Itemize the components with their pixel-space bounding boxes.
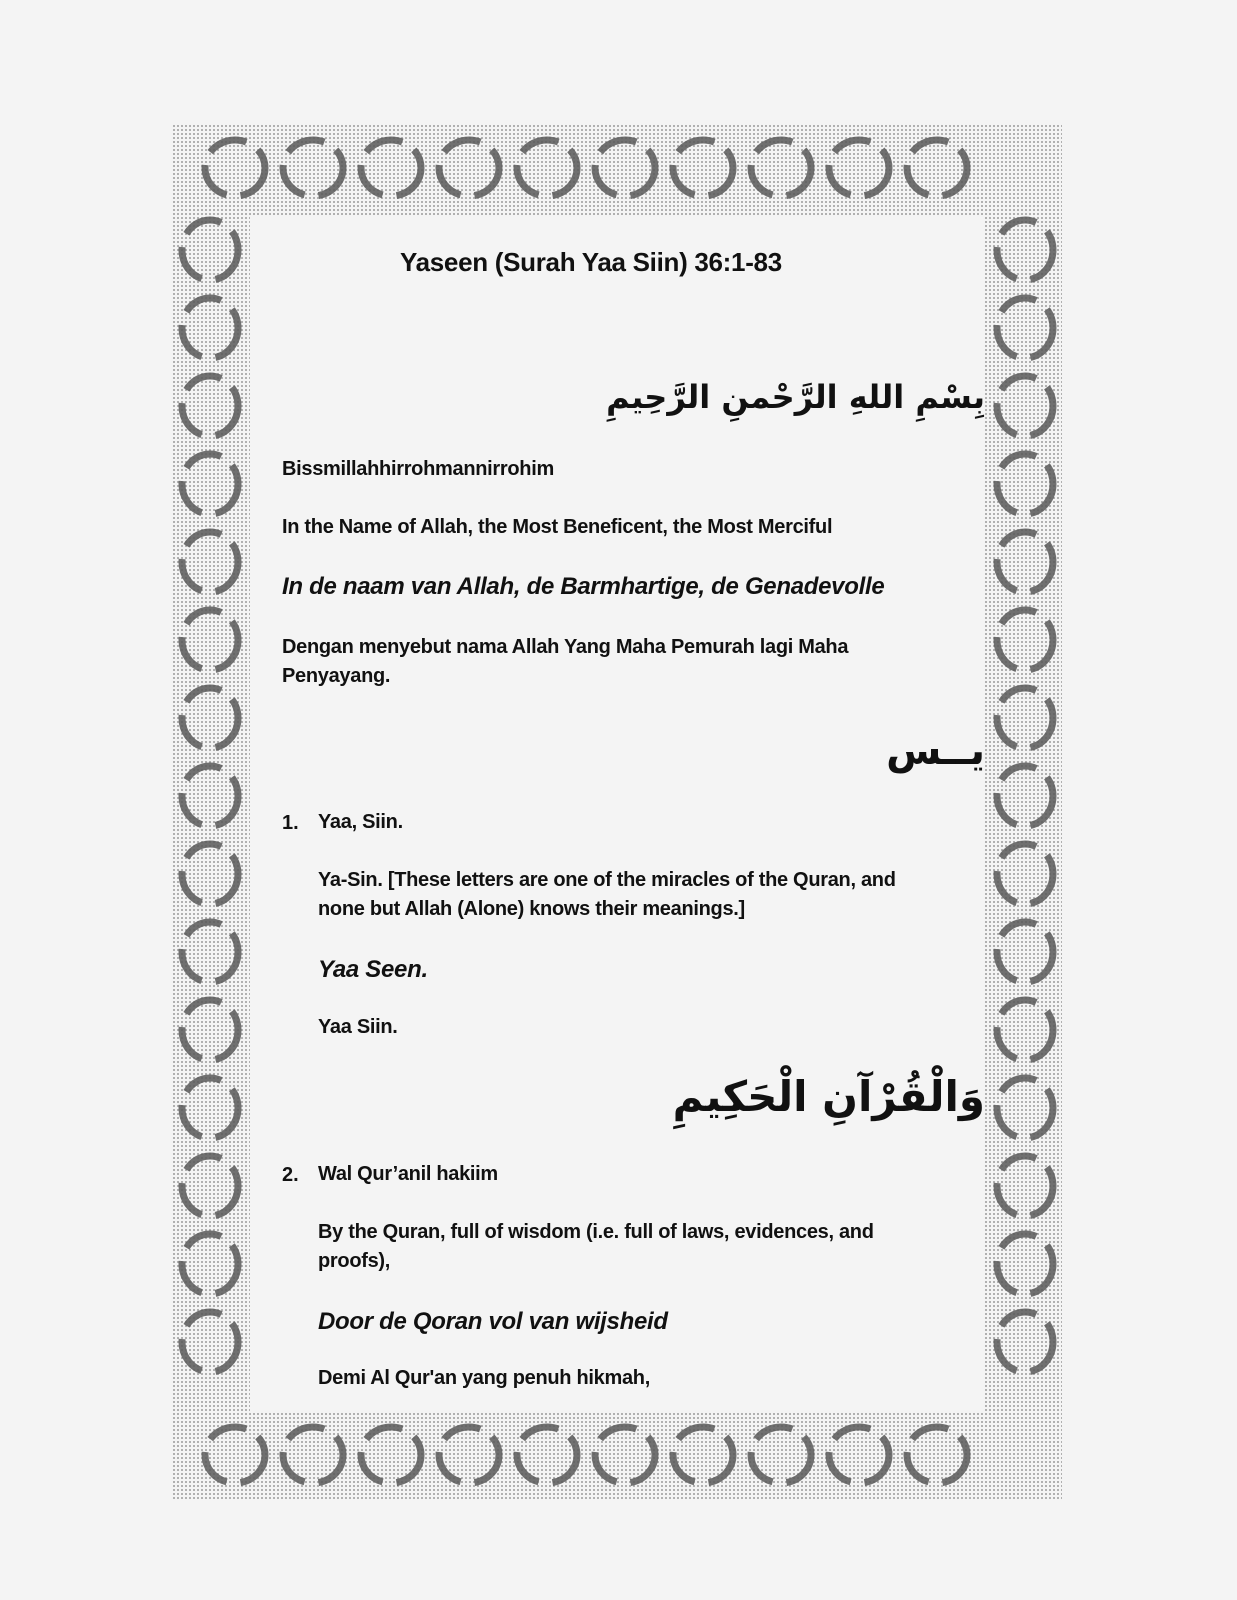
verse-1-indonesian: Yaa Siin. <box>318 1016 398 1038</box>
basmala-arabic: بِسْمِ اللهِ الرَّحْمنِ الرَّحِيمِ <box>606 378 985 416</box>
verse-2-indonesian: Demi Al Qur'an yang penuh hikmah, <box>318 1367 650 1389</box>
basmala-english: In the Name of Allah, the Most Beneficent, the Most Merciful <box>282 516 833 538</box>
basmala-indonesian-2: Penyayang. <box>282 665 391 687</box>
verse-1-number: 1. <box>282 812 299 834</box>
verse-2-english-2: proofs), <box>318 1250 391 1272</box>
basmala-indonesian-1: Dengan menyebut nama Allah Yang Maha Pemurah lagi Maha <box>282 636 849 658</box>
page-title: Yaseen (Surah Yaa Siin) 36:1-83 <box>400 247 782 277</box>
verse-1-english-2: none but Allah (Alone) knows their meanings.] <box>318 898 745 920</box>
verse-2-transliteration: Wal Qur’anil hakiim <box>318 1163 498 1185</box>
verse-2-dutch: Door de Qoran vol van wijsheid <box>318 1308 668 1335</box>
verse-1-transliteration: Yaa, Siin. <box>318 811 403 833</box>
basmala-dutch: In de naam van Allah, de Barmhartige, de Genadevolle <box>282 573 885 600</box>
basmala-transliteration: Bissmillahhirrohmannirrohim <box>282 458 554 480</box>
verse-1-dutch: Yaa Seen. <box>318 956 428 983</box>
verse-1-arabic: يــس <box>886 728 985 774</box>
verse-2-english-1: By the Quran, full of wisdom (i.e. full of laws, evidences, and <box>318 1221 874 1243</box>
verse-2-number: 2. <box>282 1164 299 1186</box>
verse-1-english-1: Ya-Sin. [These letters are one of the miracles of the Quran, and <box>318 869 896 891</box>
verse-2-arabic: وَالْقُرْآنِ الْحَكِيمِ <box>672 1072 985 1121</box>
